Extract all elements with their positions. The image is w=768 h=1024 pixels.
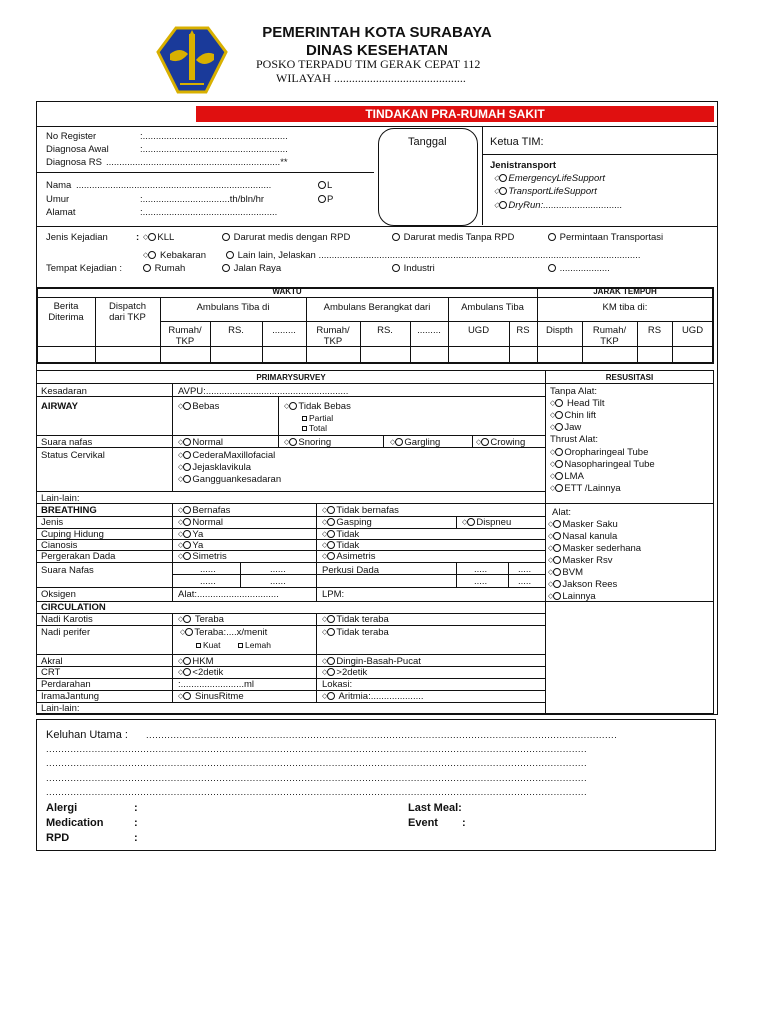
col-dots-1: ......... xyxy=(272,325,296,336)
nafas-snoring-option[interactable]: ◇ Snoring xyxy=(284,437,332,448)
header-line1: PEMERINTAH KOTA SURABAYA xyxy=(262,24,492,41)
perkusi-label: Perkusi Dada xyxy=(322,565,380,576)
aritmia-label: Aritmia: xyxy=(338,691,371,702)
tempat-lain-option[interactable] xyxy=(548,263,610,274)
oropharingeal-option[interactable]: ◇ Oropharingeal Tube xyxy=(550,447,649,458)
rpd-label: RPD xyxy=(46,832,70,844)
keluhan-line-2[interactable]: .................................................................................................................................................................................. xyxy=(46,744,588,755)
oksigen-alat-dots: ............................... xyxy=(197,589,279,600)
tidak-bernafas-option[interactable]: ◇ Tidak bernafas xyxy=(322,505,399,516)
dingin-label: Dingin-Basah-Pucat xyxy=(336,656,421,667)
circulation-label: CIRCULATION xyxy=(41,602,106,613)
col-rumah-3: Rumah/ xyxy=(592,325,627,336)
lainnya-label: Lainnya xyxy=(562,591,596,602)
gender-p-radio[interactable] xyxy=(318,194,333,205)
col-tkp-1: TKP xyxy=(175,336,195,347)
keluhan-line-3[interactable]: .................................................................................................................................................................................. xyxy=(46,758,588,769)
karotis-teraba-label: Teraba xyxy=(194,614,224,625)
kejadian-norpd-option[interactable] xyxy=(392,232,514,243)
nasal-kanula-label: Nasal kanula xyxy=(562,531,618,542)
cedera-option[interactable]: ◇ CederaMaxillofacial xyxy=(178,450,276,461)
masker-sederhana-option[interactable]: ◇ Masker sederhana xyxy=(548,543,642,554)
ett-label: ETT /Lainnya xyxy=(564,483,621,494)
cianosis-ya-label: Ya xyxy=(192,540,204,551)
jakson-rees-option[interactable]: ◇ Jakson Rees xyxy=(548,579,618,590)
suara-nafas2-label: Suara Nafas xyxy=(41,565,94,576)
dari-tkp-label: dari TKP xyxy=(109,312,146,323)
alergi-label: Alergi xyxy=(46,802,78,814)
head-tilt-label: Head Tilt xyxy=(567,398,605,409)
airway-label: AIRWAY xyxy=(41,401,78,412)
nafas-snoring-label: Snoring xyxy=(298,437,332,448)
tidak-bernafas-label: Tidak bernafas xyxy=(336,505,399,516)
nasopharingeal-option[interactable]: ◇ Nasopharingeal Tube xyxy=(550,459,655,470)
karotis-tidak-teraba-option[interactable]: ◇ Tidak teraba xyxy=(322,614,389,625)
lma-option[interactable]: ◇ LMA xyxy=(550,471,584,482)
keluhan-line-5[interactable]: .................................................................................................................................................................................. xyxy=(46,787,588,798)
alamat-field[interactable]: :................................................... xyxy=(140,207,278,218)
cuping-tidak-label: Tidak xyxy=(336,529,360,540)
kejadian-lain-field: .......................................................................................................................... xyxy=(318,250,641,261)
nama-field[interactable]: .......................................................................... xyxy=(76,180,272,191)
airway-bebas-option[interactable]: ◇ Bebas xyxy=(178,401,220,412)
transport-dryrun-label: DryRun: xyxy=(508,200,544,211)
gasping-option[interactable]: ◇ Gasping xyxy=(322,517,372,528)
jenis-label: Jenis xyxy=(41,517,64,528)
perifer-teraba-label: Teraba:....x/menit xyxy=(194,627,268,638)
transport-dryrun-option[interactable]: ◇ DryRun:.............................. xyxy=(494,200,623,211)
jenis-normal-label: Normal xyxy=(192,517,224,528)
tanggal-label: Tanggal xyxy=(408,136,447,148)
airway-lain-label: Lain-lain: xyxy=(41,493,80,504)
avpu-label xyxy=(178,386,348,397)
masker-rsv-option[interactable]: ◇ Masker Rsv xyxy=(548,555,613,566)
lpm-label: LPM: xyxy=(322,589,345,600)
cuping-label: Cuping Hidung xyxy=(41,529,104,540)
alat-label: Alat: xyxy=(552,507,572,518)
jenis-kejadian-colon: : xyxy=(136,232,140,243)
tempat-jalan-option[interactable] xyxy=(222,263,281,274)
nafas-gargling-option[interactable]: ◇ Gargling xyxy=(390,437,441,448)
kuat-check[interactable] xyxy=(196,640,221,651)
lemah-check[interactable] xyxy=(238,640,271,651)
jaw-option[interactable]: ◇ Jaw xyxy=(550,422,582,433)
kejadian-transport-label: Permintaan Transportasi xyxy=(559,232,664,243)
suara-nafas-field-2[interactable]: ...... xyxy=(270,564,286,575)
cuping-ya-option[interactable]: ◇ Ya xyxy=(178,529,204,540)
event-label: Event xyxy=(408,817,438,829)
perifer-tidak-teraba-label: Tidak teraba xyxy=(336,627,389,638)
diagnosa-rs-field[interactable]: ..................................................................** xyxy=(106,157,288,168)
masker-saku-label: Masker Saku xyxy=(562,519,618,530)
dispatch-label: Dispatch xyxy=(109,301,146,312)
header-line2: DINAS KESEHATAN xyxy=(306,42,448,59)
kejadian-lain-label: Lain lain, Jelaskan xyxy=(237,250,316,261)
no-register-label: No Register xyxy=(46,131,97,142)
medication-colon: : xyxy=(134,817,138,829)
ketua-tim-label: Ketua TIM: xyxy=(490,136,544,148)
gender-l-label: L xyxy=(327,180,333,191)
dispneu-option[interactable]: ◇ Dispneu xyxy=(462,517,512,528)
keluhan-utama-label: Keluhan Utama : xyxy=(46,729,128,741)
logo xyxy=(156,24,228,96)
oksigen-alat-label: Alat: xyxy=(178,589,198,600)
perkusi-field-3[interactable]: ..... xyxy=(474,576,488,587)
aritmia-field: .................... xyxy=(370,691,424,702)
jenis-normal-option[interactable]: ◇ Normal xyxy=(178,517,224,528)
keluhan-line-4[interactable]: .................................................................................................................................................................................. xyxy=(46,773,588,784)
col-dots-2: ......... xyxy=(417,325,441,336)
tempat-rumah-option[interactable] xyxy=(143,263,185,274)
asimetris-option[interactable]: ◇ Asimetris xyxy=(322,551,376,562)
umur-label: Umur xyxy=(46,194,70,205)
pergerakan-label: Pergerakan Dada xyxy=(41,551,116,562)
bvm-option[interactable]: ◇ BVM xyxy=(548,567,583,578)
nafas-crowing-option[interactable]: ◇ Crowing xyxy=(476,437,526,448)
primary-survey-title: PRIMARYSURVEY xyxy=(256,373,326,382)
karotis-teraba-option[interactable]: ◇ Teraba xyxy=(178,614,224,625)
cianosis-tidak-option[interactable]: ◇ Tidak xyxy=(322,540,360,551)
tempat-jalan-label: Jalan Raya xyxy=(233,263,282,274)
ambulans-tiba-label: Ambulans Tiba di xyxy=(196,302,270,313)
avpu-text: AVPU: xyxy=(178,386,206,397)
bernafas-option[interactable]: ◇ Bernafas xyxy=(178,505,231,516)
irama-label: IramaJantung xyxy=(41,691,100,702)
masker-rsv-label: Masker Rsv xyxy=(562,555,613,566)
transport-tls-option[interactable]: ◇ TransportLifeSupport xyxy=(494,186,597,197)
perifer-teraba-option[interactable]: ◇ Teraba:....x/menit xyxy=(180,627,268,638)
diagnosa-awal-field[interactable]: :....................................................... xyxy=(140,144,288,155)
kejadian-lain-option[interactable] xyxy=(226,250,640,261)
col-tkp-3: TKP xyxy=(600,336,619,347)
kejadian-kll-label: KLL xyxy=(157,232,175,243)
nafas-crowing-label: Crowing xyxy=(490,437,526,448)
kejadian-kebakaran-label: Kebakaran xyxy=(160,250,206,261)
jenis-kejadian-label: Jenis Kejadian xyxy=(46,232,108,243)
nasal-kanula-option[interactable]: ◇ Nasal kanula xyxy=(548,531,618,542)
gender-l-radio[interactable] xyxy=(318,180,332,191)
dispneu-label: Dispneu xyxy=(476,517,512,528)
col-tkp-2: TKP xyxy=(323,336,343,347)
thrust-alat-label: Thrust Alat: xyxy=(550,434,599,445)
resusitasi-title: RESUSITASI xyxy=(605,373,654,382)
kejadian-kebakaran-option[interactable]: ◇ Kebakaran xyxy=(143,250,206,261)
hkm-option[interactable]: ◇ HKM xyxy=(178,656,214,667)
kejadian-kll-option[interactable]: ◇ KLL xyxy=(143,232,175,243)
col-ugd-2: UGD xyxy=(681,325,704,336)
nama-label: Nama xyxy=(46,180,72,191)
km-tiba-label: KM tiba di: xyxy=(602,302,648,313)
suara-nafas-field-3[interactable]: ...... xyxy=(200,576,216,587)
jaw-label: Jaw xyxy=(564,422,582,433)
aritmia-option[interactable]: ◇ Aritmia:.................... xyxy=(322,691,424,702)
kuat-label: Kuat xyxy=(203,640,221,650)
sinus-option[interactable]: ◇ SinusRitme xyxy=(178,691,244,702)
chin-lift-label: Chin lift xyxy=(564,410,597,421)
kejadian-rpd-label: Darurat medis dengan RPD xyxy=(233,232,351,243)
tanpa-alat-label: Tanpa Alat: xyxy=(550,386,598,397)
col-rumah-1: Rumah/ xyxy=(168,325,202,336)
ambulans-tiba2-label: Ambulans Tiba xyxy=(461,302,524,313)
diterima-label: Diterima xyxy=(48,312,84,323)
tempat-industri-label: Industri xyxy=(403,263,435,274)
header-line3: POSKO TERPADU TIM GERAK CEPAT 112 xyxy=(256,57,481,71)
sinus-label: SinusRitme xyxy=(195,691,244,702)
akral-label: Akral xyxy=(41,656,63,667)
hkm-label: HKM xyxy=(192,656,214,667)
head-tilt-option[interactable]: ◇ Head Tilt xyxy=(550,398,605,409)
ett-option[interactable]: ◇ ETT /Lainnya xyxy=(550,483,621,494)
nasopharingeal-label: Nasopharingeal Tube xyxy=(564,459,655,470)
gangguan-label: Gangguankesadaran xyxy=(192,474,282,485)
simetris-option[interactable]: ◇ Simetris xyxy=(178,551,227,562)
airway-tidak-bebas-option[interactable]: ◇ Tidak Bebas xyxy=(284,401,351,412)
cianosis-tidak-label: Tidak xyxy=(336,540,360,551)
col-dispth: Dispth xyxy=(546,325,573,336)
ambulans-berangkat-label: Ambulans Berangkat dari xyxy=(323,302,431,313)
gasping-label: Gasping xyxy=(336,517,372,528)
airway-total-label: Total xyxy=(309,423,327,433)
oropharingeal-label: Oropharingeal Tube xyxy=(564,447,649,458)
cianosis-ya-option[interactable]: ◇ Ya xyxy=(178,540,204,551)
medication-label: Medication xyxy=(46,817,104,829)
col-rs-2: RS. xyxy=(377,325,393,336)
nadi-perifer-label: Nadi perifer xyxy=(41,627,91,638)
gangguan-option[interactable]: ◇ Gangguankesadaran xyxy=(178,474,282,485)
circulation-lain-label: Lain-lain: xyxy=(41,703,80,714)
bvm-label: BVM xyxy=(562,567,583,578)
diagnosa-awal-label: Diagnosa Awal xyxy=(46,144,109,155)
lokasi-label: Lokasi: xyxy=(322,679,353,690)
perdarahan-label: Perdarahan xyxy=(41,679,91,690)
no-register-field[interactable]: :....................................................... xyxy=(140,131,288,142)
transport-els-label: EmergencyLifeSupport xyxy=(508,173,606,184)
col-rumah-2: Rumah/ xyxy=(316,325,350,336)
kejadian-transport-option[interactable] xyxy=(548,232,663,243)
bernafas-label: Bernafas xyxy=(192,505,231,516)
karotis-tidak-teraba-label: Tidak teraba xyxy=(336,614,389,625)
event-colon: : xyxy=(462,817,466,829)
kejadian-rpd-option[interactable] xyxy=(222,232,350,243)
status-cervikal-label: Status Cervikal xyxy=(41,450,105,461)
suara-nafas-label: Suara nafas xyxy=(41,437,93,448)
oksigen-alat-field[interactable] xyxy=(178,589,279,600)
simetris-label: Simetris xyxy=(192,551,227,562)
airway-partial-label: Partial xyxy=(309,413,334,423)
crt-gt2-option[interactable]: ◇ >2detik xyxy=(322,667,368,678)
lainnya-option[interactable]: ◇ Lainnya xyxy=(548,591,596,602)
suara-nafas-field-1[interactable]: ...... xyxy=(200,564,216,575)
tempat-lain-field: ................... xyxy=(559,263,610,274)
oksigen-label: Oksigen xyxy=(41,589,76,600)
diagnosa-rs-label: Diagnosa RS xyxy=(46,157,102,168)
col-ugd-1: UGD xyxy=(467,325,490,336)
perkusi-field-2[interactable]: ..... xyxy=(518,564,532,575)
crt-lt2-option[interactable]: ◇ <2detik xyxy=(178,667,224,678)
asimetris-label: Asimetris xyxy=(336,551,376,562)
header-line4: WILAYAH ............................................ xyxy=(276,71,466,85)
breathing-label: BREATHING xyxy=(41,505,97,516)
col-rs-3: RS xyxy=(516,325,530,336)
masker-saku-option[interactable]: ◇ Masker Saku xyxy=(548,519,618,530)
tempat-industri-option[interactable] xyxy=(392,263,435,274)
jenis-transport-label: Jenistransport xyxy=(490,160,556,171)
alergi-colon: : xyxy=(134,802,138,814)
crt-label: CRT xyxy=(41,667,61,678)
kejadian-norpd-label: Darurat medis Tanpa RPD xyxy=(403,232,515,243)
cedera-label: CederaMaxillofacial xyxy=(192,450,276,461)
nafas-normal-option[interactable]: ◇ Normal xyxy=(178,437,224,448)
jejas-label: Jejasklavikula xyxy=(192,462,252,473)
cianosis-label: Cianosis xyxy=(41,540,78,551)
cuping-ya-label: Ya xyxy=(192,529,204,540)
transport-tls-label: TransportLifeSupport xyxy=(508,186,597,197)
dingin-option[interactable]: ◇ Dingin-Basah-Pucat xyxy=(322,656,421,667)
alamat-label: Alamat xyxy=(46,207,76,218)
airway-bebas-label: Bebas xyxy=(192,401,220,412)
crt-lt2-label: <2detik xyxy=(192,667,224,678)
berita-label: Berita xyxy=(53,301,79,312)
umur-field[interactable]: :.................................th/bln/hr xyxy=(140,194,265,205)
crt-gt2-label: >2detik xyxy=(336,667,368,678)
perkusi-field-4[interactable]: ..... xyxy=(518,576,532,587)
cuping-tidak-option[interactable]: ◇ Tidak xyxy=(322,529,360,540)
nadi-karotis-label: Nadi Karotis xyxy=(41,614,93,625)
form-title: TINDAKAN PRA-RUMAH SAKIT xyxy=(196,106,714,122)
last-meal-label: Last Meal: xyxy=(408,802,462,814)
suara-nafas-field-4[interactable]: ...... xyxy=(270,576,286,587)
perifer-tidak-teraba-option[interactable]: ◇ Tidak teraba xyxy=(322,627,389,638)
rpd-colon: : xyxy=(134,832,138,844)
col-rs-1: RS. xyxy=(228,325,244,336)
avpu-field: ...................................................... xyxy=(205,386,349,397)
tempat-kejadian-label: Tempat Kejadian : xyxy=(46,263,123,274)
airway-tidak-bebas-label: Tidak Bebas xyxy=(298,401,351,412)
gender-p-label: P xyxy=(327,194,334,205)
nafas-gargling-label: Gargling xyxy=(404,437,441,448)
chin-lift-option[interactable]: ◇ Chin lift xyxy=(550,410,597,421)
jejas-option[interactable]: ◇ Jejasklavikula xyxy=(178,462,252,473)
perkusi-field-1[interactable]: ..... xyxy=(474,564,488,575)
lemah-label: Lemah xyxy=(245,640,271,650)
tempat-rumah-label: Rumah xyxy=(154,263,186,274)
perdarahan-field[interactable]: :........................ml xyxy=(178,679,255,690)
nafas-normal-label: Normal xyxy=(192,437,224,448)
masker-sederhana-label: Masker sederhana xyxy=(562,543,642,554)
airway-total-check[interactable] xyxy=(302,423,327,434)
lma-label: LMA xyxy=(564,471,584,482)
transport-els-option[interactable]: ◇ EmergencyLifeSupport xyxy=(494,173,606,184)
jarak-title: JARAK TEMPUH xyxy=(593,287,657,296)
waktu-title: WAKTU xyxy=(272,287,302,296)
col-rs-4: RS xyxy=(647,325,662,336)
keluhan-line-1[interactable]: ........................................................................................................................................................... xyxy=(146,730,618,741)
jakson-rees-label: Jakson Rees xyxy=(562,579,618,590)
kesadaran-label: Kesadaran xyxy=(41,386,87,397)
dryrun-field: .............................. xyxy=(543,200,623,211)
